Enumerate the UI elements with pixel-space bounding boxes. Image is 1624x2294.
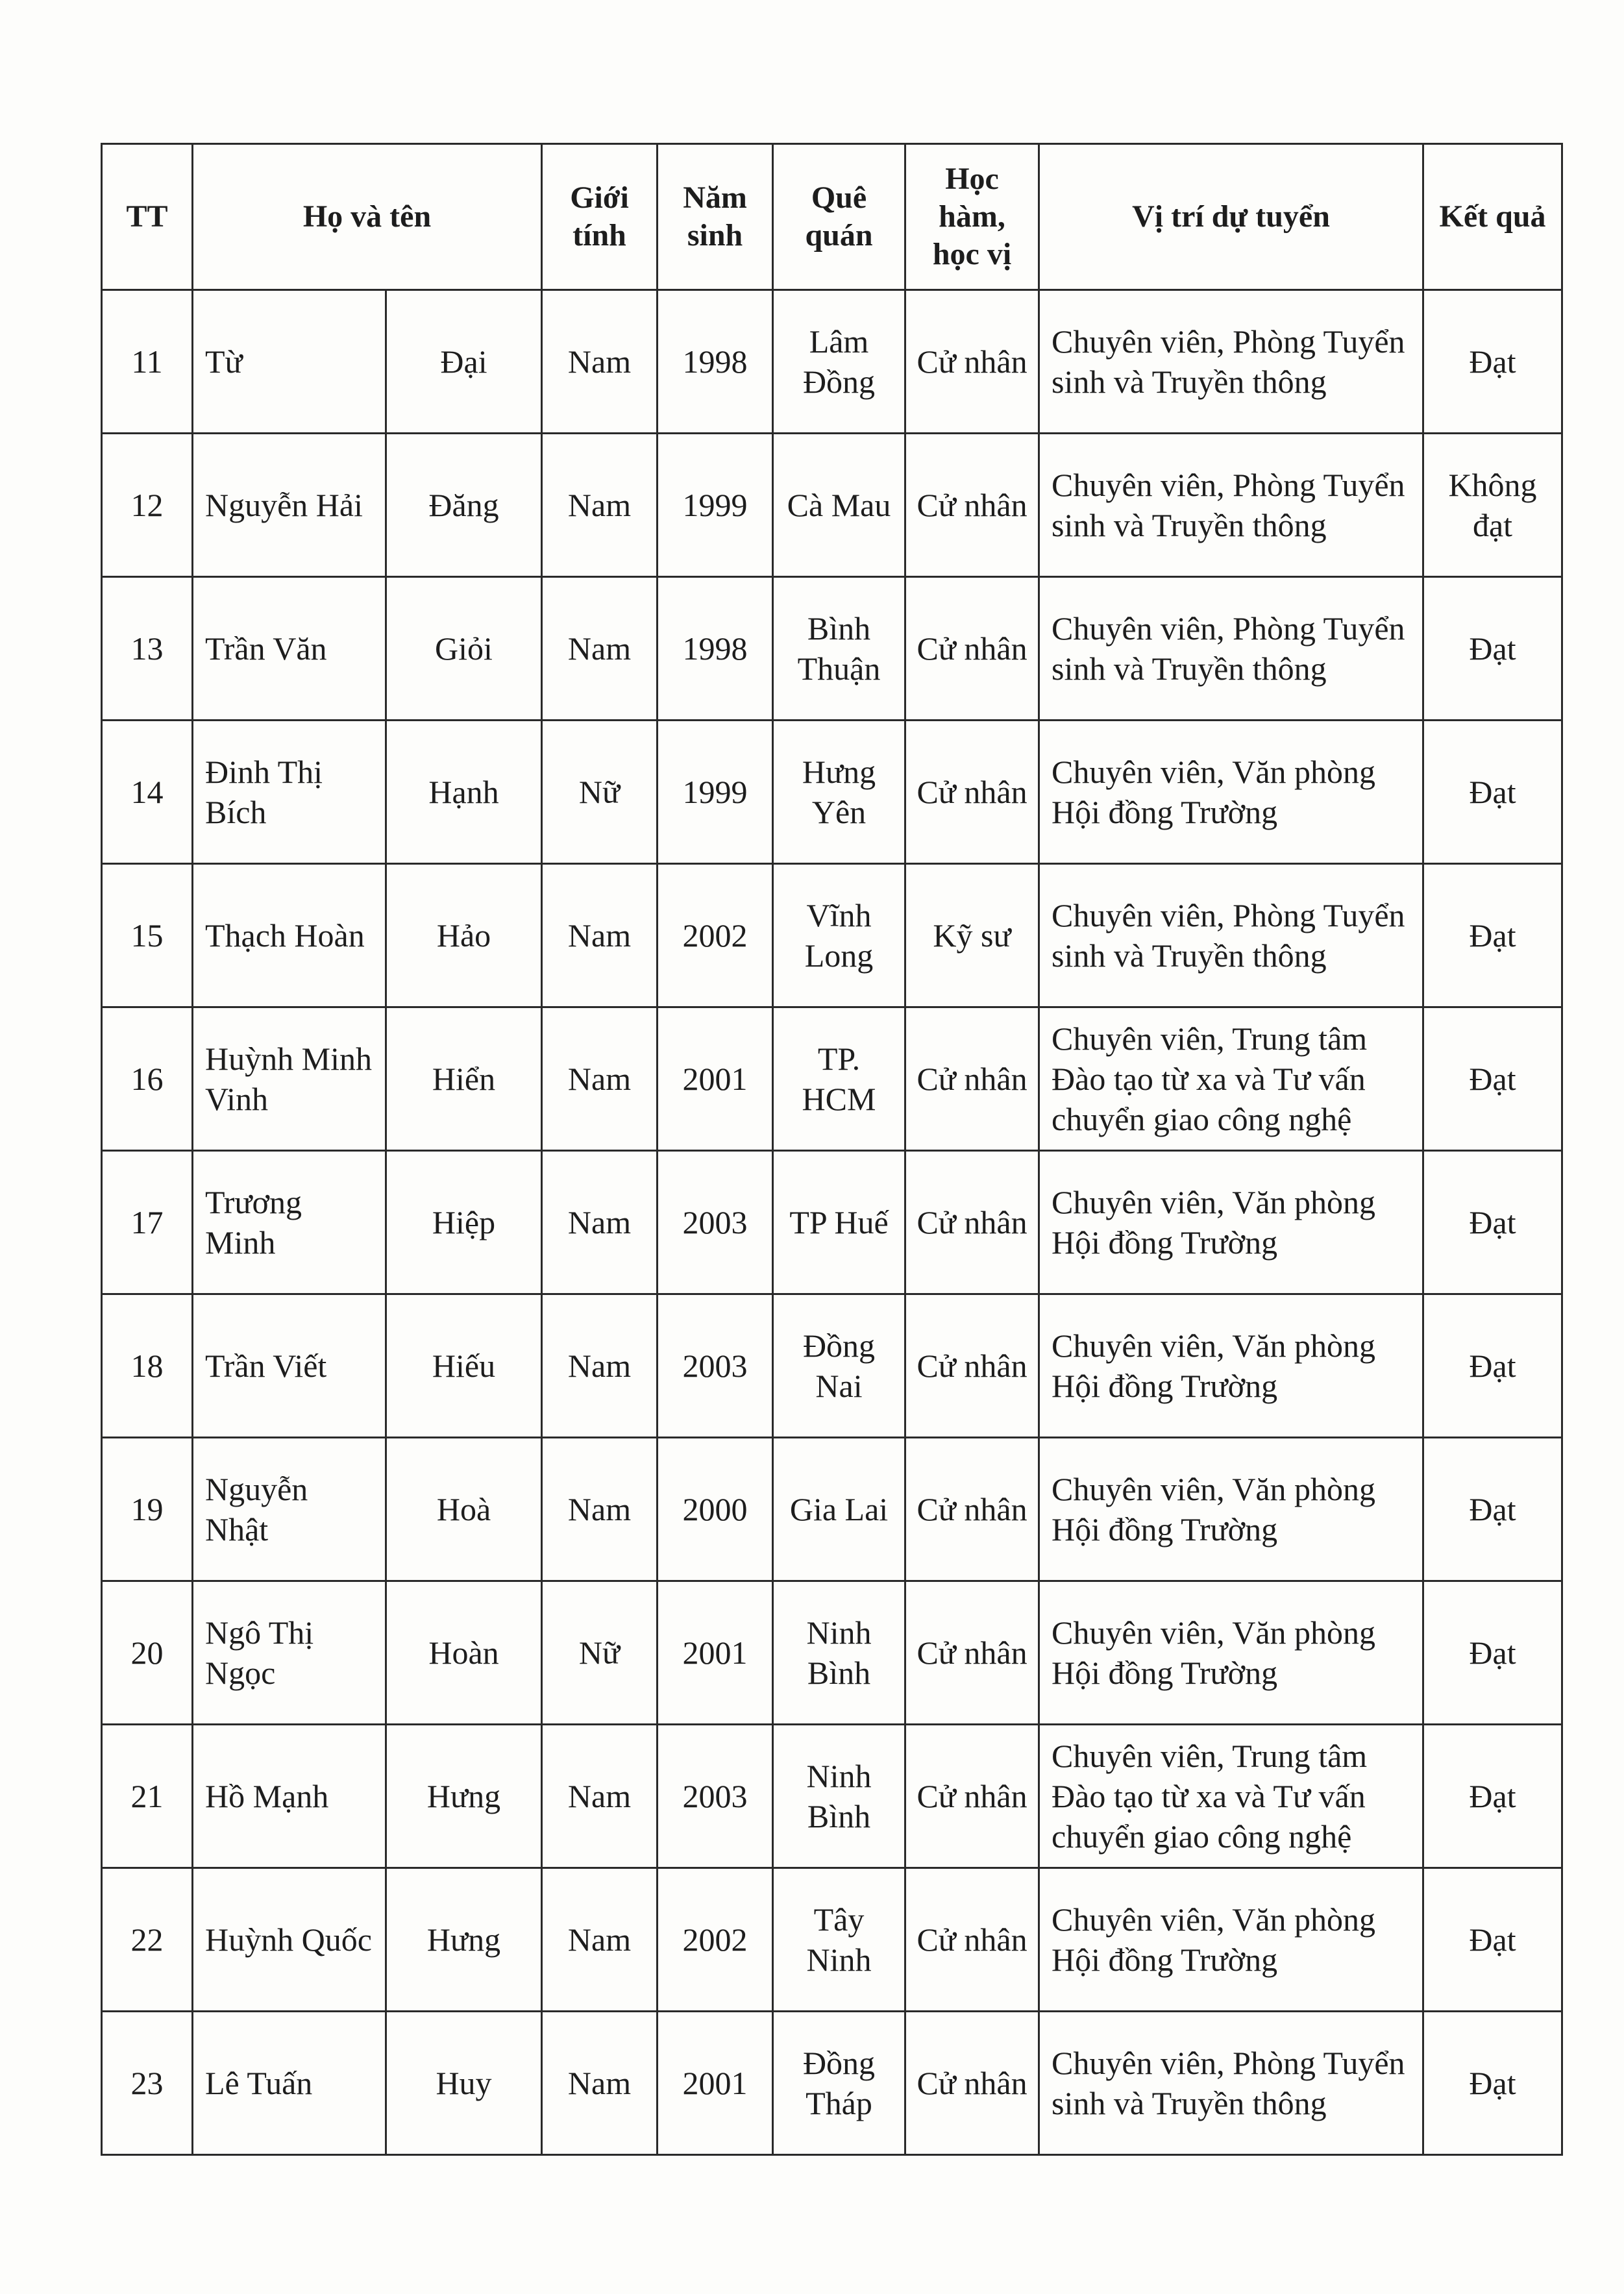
cell-position: Chuyên viên, Văn phòng Hội đồng Trường [1039,1294,1423,1438]
header-position: Vị trí dự tuyển [1039,144,1423,290]
cell-surname: Trương Minh [193,1151,386,1294]
cell-degree: Cử nhân [905,721,1039,864]
header-degree: Học hàm, học vị [905,144,1039,290]
cell-tt: 16 [102,1007,193,1151]
table-row [102,1007,1562,1151]
cell-hometown: Bình Thuận [773,577,905,721]
cell-position: Chuyên viên, Trung tâm Đào tạo từ xa và Tư vấn chuyển giao công nghệ [1039,1725,1423,1868]
cell-tt: 20 [102,1581,193,1725]
cell-result: Đạt [1423,1868,1562,2012]
cell-birth-year: 2003 [658,1294,773,1438]
cell-gender: Nam [542,2012,658,2155]
header-hometown: Quê quán [773,144,905,290]
cell-birth-year: 1998 [658,577,773,721]
cell-degree: Cử nhân [905,1725,1039,1868]
cell-hometown: Đồng Tháp [773,2012,905,2155]
cell-hometown: Ninh Bình [773,1725,905,1868]
cell-birth-year: 2002 [658,1868,773,2012]
cell-result: Không đạt [1423,434,1562,577]
cell-result: Đạt [1423,1007,1562,1151]
cell-tt: 14 [102,721,193,864]
cell-given-name: Hoà [386,1438,542,1581]
cell-gender: Nam [542,1151,658,1294]
cell-given-name: Hoàn [386,1581,542,1725]
cell-gender: Nam [542,1294,658,1438]
cell-hometown: Hưng Yên [773,721,905,864]
cell-gender: Nam [542,577,658,721]
cell-result: Đạt [1423,577,1562,721]
cell-birth-year: 1999 [658,434,773,577]
cell-position: Chuyên viên, Văn phòng Hội đồng Trường [1039,721,1423,864]
cell-tt: 11 [102,290,193,434]
cell-position: Chuyên viên, Văn phòng Hội đồng Trường [1039,1151,1423,1294]
cell-gender: Nam [542,434,658,577]
cell-tt: 18 [102,1294,193,1438]
table-row [102,1868,1562,2012]
cell-gender: Nam [542,1725,658,1868]
table-row [102,1581,1562,1725]
cell-given-name: Huy [386,2012,542,2155]
cell-gender: Nam [542,1438,658,1581]
cell-gender: Nam [542,864,658,1007]
cell-birth-year: 2003 [658,1151,773,1294]
cell-result: Đạt [1423,2012,1562,2155]
cell-hometown: TP Huế [773,1151,905,1294]
cell-result: Đạt [1423,1438,1562,1581]
cell-degree: Cử nhân [905,1151,1039,1294]
cell-given-name: Giỏi [386,577,542,721]
cell-degree: Cử nhân [905,2012,1039,2155]
cell-given-name: Hiển [386,1007,542,1151]
cell-birth-year: 2001 [658,1581,773,1725]
cell-hometown: Cà Mau [773,434,905,577]
cell-surname: Huỳnh Minh Vinh [193,1007,386,1151]
cell-degree: Kỹ sư [905,864,1039,1007]
cell-position: Chuyên viên, Trung tâm Đào tạo từ xa và Tư vấn chuyển giao công nghệ [1039,1007,1423,1151]
cell-surname: Từ [193,290,386,434]
cell-gender: Nữ [542,721,658,864]
cell-result: Đạt [1423,1581,1562,1725]
table-row [102,1151,1562,1294]
cell-degree: Cử nhân [905,1868,1039,2012]
cell-position: Chuyên viên, Phòng Tuyển sinh và Truyền thông [1039,2012,1423,2155]
cell-hometown: Ninh Bình [773,1581,905,1725]
header-birth-year: Năm sinh [658,144,773,290]
cell-degree: Cử nhân [905,290,1039,434]
table-row [102,577,1562,721]
cell-result: Đạt [1423,290,1562,434]
cell-surname: Nguyễn Hải [193,434,386,577]
header-gender: Giới tính [542,144,658,290]
cell-tt: 15 [102,864,193,1007]
header-tt: TT [102,144,193,290]
cell-position: Chuyên viên, Văn phòng Hội đồng Trường [1039,1868,1423,2012]
cell-tt: 13 [102,577,193,721]
cell-gender: Nam [542,1007,658,1151]
cell-tt: 23 [102,2012,193,2155]
cell-degree: Cử nhân [905,1438,1039,1581]
table-row [102,434,1562,577]
cell-tt: 19 [102,1438,193,1581]
cell-gender: Nam [542,290,658,434]
cell-birth-year: 2001 [658,2012,773,2155]
cell-given-name: Đại [386,290,542,434]
table-row [102,2012,1562,2155]
cell-degree: Cử nhân [905,434,1039,577]
cell-surname: Đinh Thị Bích [193,721,386,864]
cell-surname: Ngô Thị Ngọc [193,1581,386,1725]
cell-given-name: Hiếu [386,1294,542,1438]
cell-degree: Cử nhân [905,1007,1039,1151]
table-row [102,290,1562,434]
cell-tt: 21 [102,1725,193,1868]
header-name: Họ và tên [193,144,542,290]
cell-surname: Huỳnh Quốc [193,1868,386,2012]
cell-birth-year: 1998 [658,290,773,434]
table-body [102,290,1562,2155]
cell-position: Chuyên viên, Văn phòng Hội đồng Trường [1039,1581,1423,1725]
cell-given-name: Hiệp [386,1151,542,1294]
cell-result: Đạt [1423,721,1562,864]
cell-hometown: Đồng Nai [773,1294,905,1438]
cell-hometown: TP. HCM [773,1007,905,1151]
cell-tt: 17 [102,1151,193,1294]
cell-given-name: Hạnh [386,721,542,864]
cell-birth-year: 2003 [658,1725,773,1868]
cell-result: Đạt [1423,1151,1562,1294]
cell-position: Chuyên viên, Phòng Tuyển sinh và Truyền thông [1039,434,1423,577]
header-result: Kết quả [1423,144,1562,290]
cell-position: Chuyên viên, Văn phòng Hội đồng Trường [1039,1438,1423,1581]
cell-hometown: Vĩnh Long [773,864,905,1007]
cell-birth-year: 2002 [658,864,773,1007]
table-row [102,864,1562,1007]
cell-tt: 12 [102,434,193,577]
cell-given-name: Hưng [386,1868,542,2012]
cell-given-name: Hảo [386,864,542,1007]
table-row [102,721,1562,864]
cell-position: Chuyên viên, Phòng Tuyển sinh và Truyền thông [1039,577,1423,721]
cell-birth-year: 2001 [658,1007,773,1151]
candidate-results-table [101,143,1563,2156]
cell-degree: Cử nhân [905,577,1039,721]
header-row [102,144,1562,290]
cell-result: Đạt [1423,1294,1562,1438]
cell-tt: 22 [102,1868,193,2012]
cell-position: Chuyên viên, Phòng Tuyển sinh và Truyền thông [1039,290,1423,434]
table-row [102,1725,1562,1868]
cell-hometown: Gia Lai [773,1438,905,1581]
cell-position: Chuyên viên, Phòng Tuyển sinh và Truyền thông [1039,864,1423,1007]
cell-given-name: Đăng [386,434,542,577]
cell-result: Đạt [1423,1725,1562,1868]
cell-birth-year: 1999 [658,721,773,864]
cell-surname: Lê Tuấn [193,2012,386,2155]
cell-surname: Hồ Mạnh [193,1725,386,1868]
cell-gender: Nam [542,1868,658,2012]
cell-degree: Cử nhân [905,1581,1039,1725]
cell-surname: Trần Viết [193,1294,386,1438]
cell-surname: Thạch Hoàn [193,864,386,1007]
cell-surname: Nguyễn Nhật [193,1438,386,1581]
table-row [102,1294,1562,1438]
cell-given-name: Hưng [386,1725,542,1868]
cell-gender: Nữ [542,1581,658,1725]
table-row [102,1438,1562,1581]
cell-result: Đạt [1423,864,1562,1007]
cell-degree: Cử nhân [905,1294,1039,1438]
cell-birth-year: 2000 [658,1438,773,1581]
cell-surname: Trần Văn [193,577,386,721]
cell-hometown: Lâm Đồng [773,290,905,434]
cell-hometown: Tây Ninh [773,1868,905,2012]
